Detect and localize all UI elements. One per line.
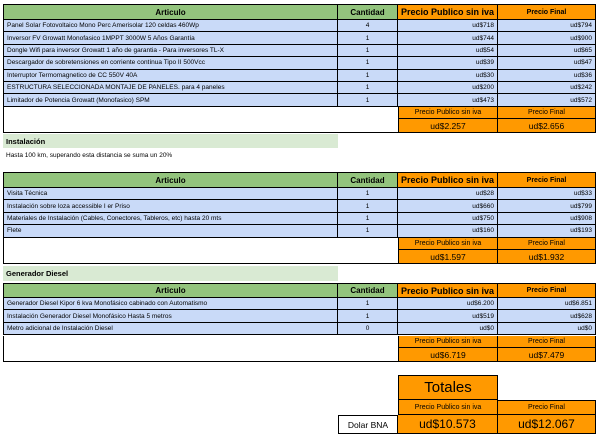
blank-cell[interactable] xyxy=(338,375,398,400)
table-row xyxy=(3,298,596,310)
blank-cell[interactable] xyxy=(338,119,398,133)
item-final-cell[interactable]: ud$0 xyxy=(498,323,596,335)
item-final-cell[interactable]: ud$33 xyxy=(498,188,596,200)
item-price-cell[interactable]: ud$160 xyxy=(398,225,498,237)
section1-header-row xyxy=(3,4,596,20)
blank-cell[interactable] xyxy=(3,238,338,250)
item-qty-cell[interactable]: 1 xyxy=(338,57,398,69)
item-final-cell[interactable]: ud$36 xyxy=(498,70,596,82)
header-precio-final[interactable]: Precio Final xyxy=(498,4,596,20)
dolar-bna-label[interactable]: Dolar BNA xyxy=(338,415,398,434)
table-row xyxy=(3,323,596,335)
item-name-cell[interactable]: ESTRUCTURA SELECCIONADA MONTAJE DE PANELES. para 4 paneles xyxy=(3,82,338,94)
totales-label-final[interactable]: Precio Final xyxy=(498,400,596,415)
item-final-cell[interactable]: ud$193 xyxy=(498,225,596,237)
item-price-cell[interactable]: ud$519 xyxy=(398,310,498,322)
instalacion-title-row xyxy=(3,134,596,148)
subtotal-value-sin-iva[interactable]: ud$2.257 xyxy=(398,119,498,133)
header-articulo[interactable]: Articulo xyxy=(3,172,338,188)
item-final-cell[interactable]: ud$799 xyxy=(498,200,596,212)
blank-cell[interactable] xyxy=(3,336,338,348)
subtotal-label-final[interactable]: Precio Final xyxy=(498,336,596,348)
header-cantidad[interactable]: Cantidad xyxy=(338,283,398,298)
subtotal-label-sin-iva[interactable]: Precio Publico sin iva xyxy=(398,107,498,119)
item-name-cell[interactable]: Generador Diesel Kipor 6 kva Monofásico cabinado con Automatismo xyxy=(3,298,338,310)
item-name-cell[interactable]: Dongle Wifi para inversor Growatt 1 año de garantia - Para inversores TL-X xyxy=(3,45,338,57)
header-precio-sin-iva[interactable]: Precio Publico sin iva xyxy=(398,4,498,20)
item-qty-cell[interactable]: 4 xyxy=(338,20,398,32)
total-final-value[interactable]: ud$12.067 xyxy=(498,415,596,434)
item-name-cell[interactable]: Metro adicional de Instalación Diesel xyxy=(3,323,338,335)
header-precio-sin-iva[interactable]: Precio Publico sin iva xyxy=(398,172,498,188)
item-qty-cell[interactable]: 1 xyxy=(338,188,398,200)
generador-title-row xyxy=(3,266,596,281)
blank-cell[interactable] xyxy=(338,400,398,415)
item-name-cell[interactable]: Descargador de sobretensiones en corriente contínua Tipo II 500Vcc xyxy=(3,57,338,69)
item-qty-cell[interactable]: 1 xyxy=(338,32,398,44)
subtotal-label-final[interactable]: Precio Final xyxy=(498,107,596,119)
totales-value-row xyxy=(3,415,596,434)
item-final-cell[interactable]: ud$47 xyxy=(498,57,596,69)
totales-title-row xyxy=(3,375,596,400)
subtotal-label-sin-iva[interactable]: Precio Publico sin iva xyxy=(398,336,498,348)
subtotal-value-final[interactable]: ud$7.479 xyxy=(498,348,596,362)
total-sin-iva-value[interactable]: ud$10.573 xyxy=(398,415,498,434)
header-precio-final[interactable]: Precio Final xyxy=(498,172,596,188)
item-price-cell[interactable]: ud$718 xyxy=(398,20,498,32)
item-final-cell[interactable]: ud$900 xyxy=(498,32,596,44)
item-name-cell[interactable]: Flete xyxy=(3,225,338,237)
table-row xyxy=(3,57,596,69)
section3-subtotal-value-row xyxy=(3,348,596,362)
blank-cell[interactable] xyxy=(498,375,596,400)
blank-cell[interactable] xyxy=(338,336,398,348)
item-final-cell[interactable]: ud$628 xyxy=(498,310,596,322)
blank-cell[interactable] xyxy=(3,119,338,133)
table-row xyxy=(3,213,596,225)
item-price-cell[interactable]: ud$6.200 xyxy=(398,298,498,310)
blank-cell[interactable] xyxy=(338,250,398,264)
table-row xyxy=(3,188,596,200)
item-qty-cell[interactable]: 1 xyxy=(338,94,398,106)
blank-cell[interactable] xyxy=(338,348,398,362)
blank-cell[interactable] xyxy=(338,107,398,119)
blank-cell[interactable] xyxy=(3,415,338,434)
blank-cell[interactable] xyxy=(3,400,338,415)
item-price-cell[interactable]: ud$750 xyxy=(398,213,498,225)
section3-subtotal-label-row xyxy=(3,336,596,348)
header-articulo[interactable]: Articulo xyxy=(3,4,338,20)
item-final-cell[interactable]: ud$6.851 xyxy=(498,298,596,310)
item-qty-cell[interactable]: 1 xyxy=(338,225,398,237)
item-qty-cell[interactable]: 1 xyxy=(338,70,398,82)
item-name-cell[interactable]: Limitador de Potencia Growatt (Monofasico) SPM xyxy=(3,94,338,106)
totales-title[interactable]: Totales xyxy=(398,375,498,400)
subtotal-value-sin-iva[interactable]: ud$1.597 xyxy=(398,250,498,264)
subtotal-value-final[interactable]: ud$1.932 xyxy=(498,250,596,264)
subtotal-label-sin-iva[interactable]: Precio Publico sin iva xyxy=(398,238,498,250)
subtotal-value-final[interactable]: ud$2.656 xyxy=(498,119,596,133)
item-name-cell[interactable]: Instalación sobre loza accessible I er Priso xyxy=(3,200,338,212)
item-name-cell[interactable]: Interruptor Termomagnetico de CC 550V 40A xyxy=(3,70,338,82)
item-price-cell[interactable]: ud$0 xyxy=(398,323,498,335)
table-row xyxy=(3,82,596,94)
item-name-cell[interactable]: Inversor FV Growatt Monofasico 1MPPT 3000W 5 Años Garantía xyxy=(3,32,338,44)
item-price-cell[interactable]: ud$39 xyxy=(398,57,498,69)
item-price-cell[interactable]: ud$54 xyxy=(398,45,498,57)
item-final-cell[interactable]: ud$794 xyxy=(498,20,596,32)
item-final-cell[interactable]: ud$572 xyxy=(498,94,596,106)
header-articulo[interactable]: Articulo xyxy=(3,283,338,298)
item-name-cell[interactable]: Instalación Generador Diesel Monofásico Hasta 5 metros xyxy=(3,310,338,322)
blank-cell[interactable] xyxy=(338,238,398,250)
item-qty-cell[interactable]: 1 xyxy=(338,310,398,322)
item-price-cell[interactable]: ud$660 xyxy=(398,200,498,212)
section3-header-row xyxy=(3,283,596,298)
subtotal-value-sin-iva[interactable]: ud$6.719 xyxy=(398,348,498,362)
item-price-cell[interactable]: ud$30 xyxy=(398,70,498,82)
instalacion-title[interactable]: Instalación xyxy=(3,134,338,148)
header-precio-sin-iva[interactable]: Precio Publico sin iva xyxy=(398,283,498,298)
item-qty-cell[interactable]: 0 xyxy=(338,323,398,335)
subtotal-label-final[interactable]: Precio Final xyxy=(498,238,596,250)
header-precio-final[interactable]: Precio Final xyxy=(498,283,596,298)
section2-subtotal-value-row xyxy=(3,250,596,264)
item-price-cell[interactable]: ud$200 xyxy=(398,82,498,94)
totales-label-sin-iva[interactable]: Precio Publico sin iva xyxy=(398,400,498,415)
table-row xyxy=(3,94,596,106)
item-name-cell[interactable]: Panel Solar Fotovoltaico Mono Perc Amerisolar 120 celdas 460Wp xyxy=(3,20,338,32)
item-final-cell[interactable]: ud$908 xyxy=(498,213,596,225)
table-row xyxy=(3,45,596,57)
blank-cell[interactable] xyxy=(3,250,338,264)
instalacion-note[interactable]: Hasta 100 km, superando esta distancia se suma un 20% xyxy=(6,152,173,159)
item-qty-cell[interactable]: 1 xyxy=(338,82,398,94)
item-price-cell[interactable]: ud$28 xyxy=(398,188,498,200)
table-row xyxy=(3,310,596,322)
header-cantidad[interactable]: Cantidad xyxy=(338,172,398,188)
table-row xyxy=(3,200,596,212)
section1-subtotal-label-row xyxy=(3,107,596,119)
section2-subtotal-label-row xyxy=(3,238,596,250)
instalacion-note-row xyxy=(3,149,596,162)
item-final-cell[interactable]: ud$242 xyxy=(498,82,596,94)
blank-cell[interactable] xyxy=(3,107,338,119)
item-name-cell[interactable]: Materiales de Instalación (Cables, Conectores, Tableros, etc) hasta 20 mts xyxy=(3,213,338,225)
section2-header-row xyxy=(3,172,596,188)
item-final-cell[interactable]: ud$65 xyxy=(498,45,596,57)
item-qty-cell[interactable]: 1 xyxy=(338,45,398,57)
item-price-cell[interactable]: ud$744 xyxy=(398,32,498,44)
table-row xyxy=(3,20,596,32)
item-name-cell[interactable]: Visita Técnica xyxy=(3,188,338,200)
item-qty-cell[interactable]: 1 xyxy=(338,213,398,225)
item-qty-cell[interactable]: 1 xyxy=(338,298,398,310)
blank-cell[interactable] xyxy=(3,348,338,362)
table-row xyxy=(3,225,596,237)
totales-label-row xyxy=(3,400,596,415)
blank-cell[interactable] xyxy=(3,375,338,400)
section1-subtotal-value-row xyxy=(3,119,596,133)
header-cantidad[interactable]: Cantidad xyxy=(338,4,398,20)
table-row xyxy=(3,70,596,82)
table-row xyxy=(3,32,596,44)
item-price-cell[interactable]: ud$473 xyxy=(398,94,498,106)
generador-title[interactable]: Generador Diesel xyxy=(3,266,338,281)
item-qty-cell[interactable]: 1 xyxy=(338,200,398,212)
